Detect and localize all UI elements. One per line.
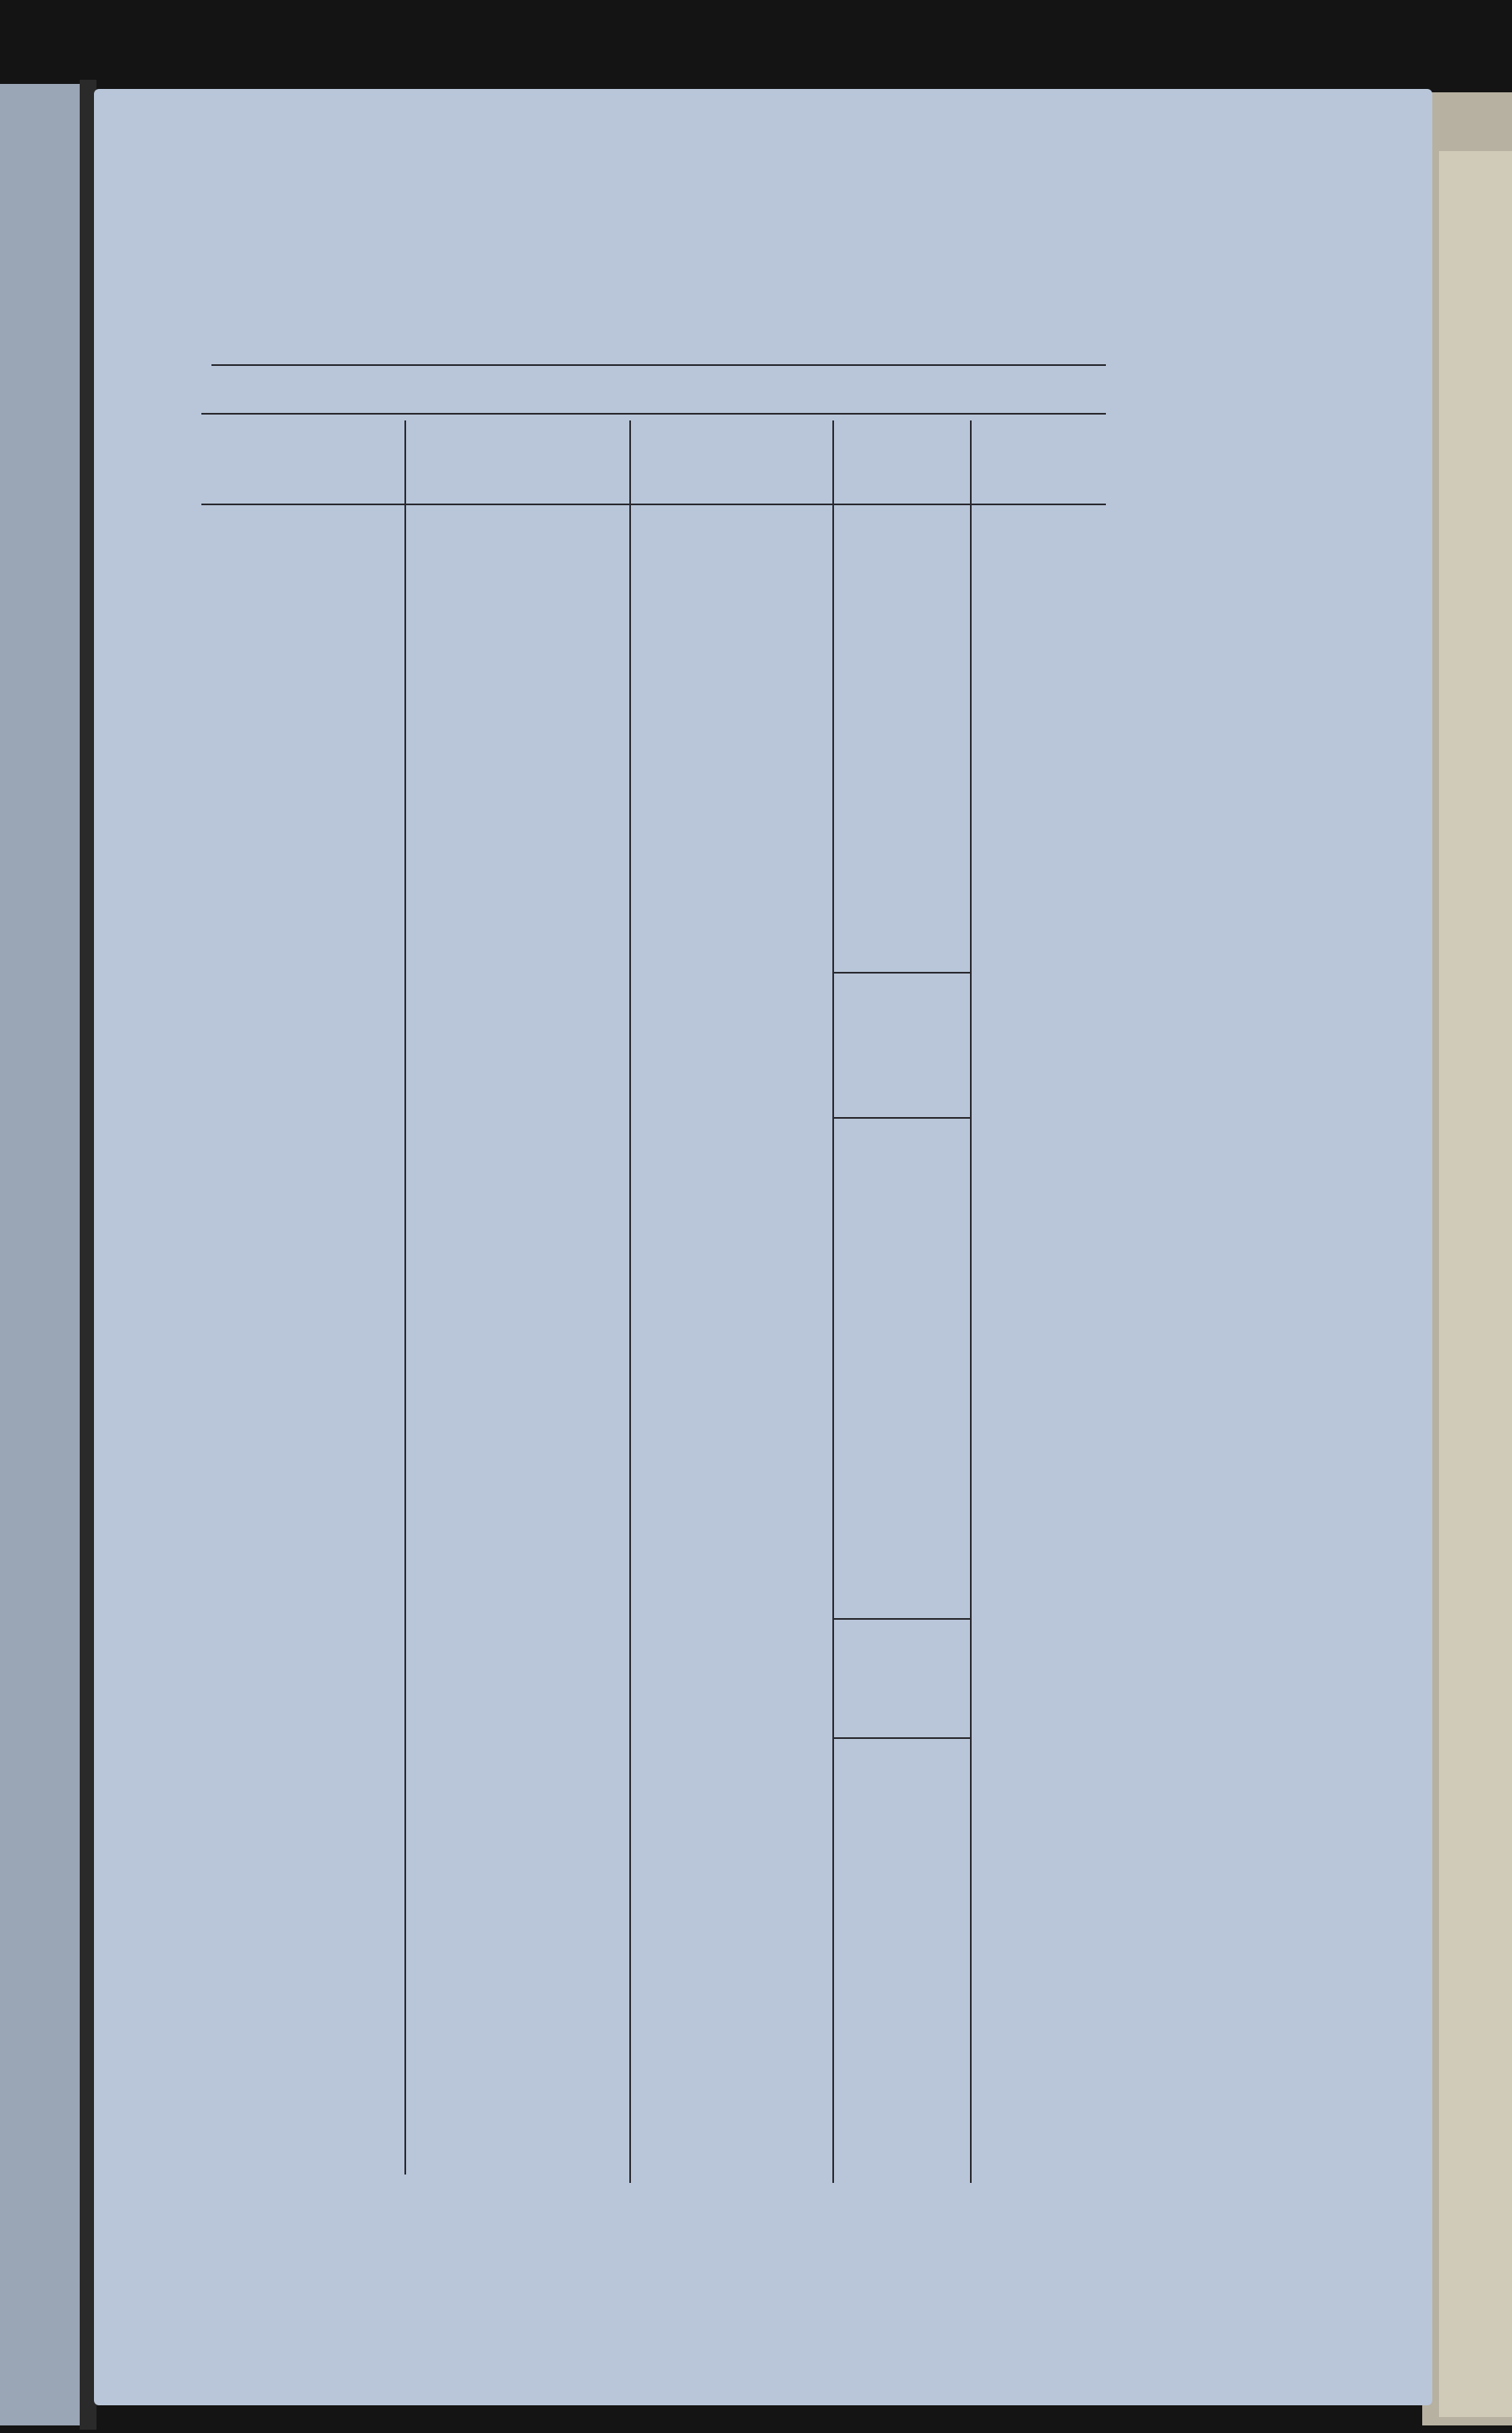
facing-page bbox=[0, 84, 88, 2425]
header-rule bbox=[211, 364, 1106, 366]
group-1-sum-rule bbox=[833, 972, 971, 974]
col-divider-3 bbox=[832, 420, 834, 2183]
table-top-rule bbox=[201, 413, 1106, 415]
col-divider-2 bbox=[629, 420, 631, 2183]
group-2-sum-rule bbox=[833, 1117, 971, 1119]
next-page-edge-inner bbox=[1439, 151, 1512, 2417]
group-3-sum-rule bbox=[833, 1618, 971, 1620]
col-divider-4 bbox=[970, 420, 972, 2183]
col-divider-1 bbox=[404, 420, 406, 2175]
document-page bbox=[94, 89, 1432, 2405]
group-4-sum-rule bbox=[833, 1737, 971, 1739]
